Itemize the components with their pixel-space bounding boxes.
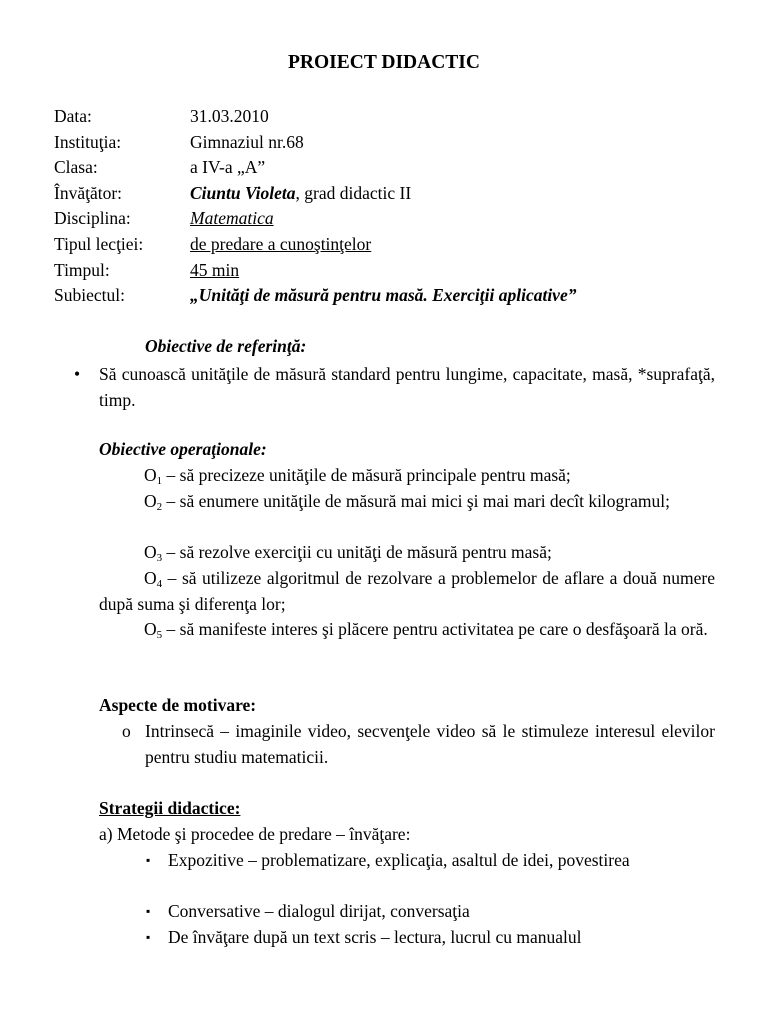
operational-objectives-heading: Obiective operaţionale:: [99, 439, 267, 459]
lesson-info-table: [54, 104, 576, 309]
objective-text: – să manifeste interes şi plăcere pentru activitatea pe care o desfăşoară la oră.: [162, 619, 708, 639]
info-value: Gimnaziul nr.68: [190, 131, 304, 152]
objective-text: – să rezolve exerciţii cu unităţi de măsură pentru masă;: [162, 542, 552, 562]
objective-letter: O: [144, 491, 157, 511]
objective-o3: [99, 540, 715, 566]
objective-o2: [99, 489, 715, 515]
objective-o1: [99, 463, 715, 489]
info-row-lesson-type: [54, 232, 576, 258]
info-label: Tipul lecţiei:: [54, 233, 144, 254]
objective-o4: [99, 566, 715, 617]
page-title: PROIECT DIDACTIC: [288, 52, 480, 73]
objective-number: 2: [156, 501, 163, 513]
info-label: Disciplina:: [54, 208, 131, 229]
info-value: de predare a cunoştinţelor: [190, 233, 372, 254]
info-row-discipline: [54, 206, 576, 232]
info-row-data: [54, 104, 576, 130]
reference-objectives-heading: Obiective de referinţă:: [145, 336, 307, 356]
info-value: Matematica: [190, 208, 274, 229]
teacher-grade: , grad didactic II: [295, 182, 412, 203]
info-row-teacher: [54, 181, 576, 207]
objective-text: – să utilizeze algoritmul de rezolvare a problemelor de aflare a două numere după suma şi diferenţa lor;: [99, 568, 715, 614]
info-label: Data:: [54, 106, 92, 126]
objective-letter: O: [144, 465, 157, 485]
info-label: Instituţia:: [54, 131, 122, 152]
bullet-icon: •: [74, 364, 81, 384]
info-label: Timpul:: [54, 259, 110, 280]
info-label: Clasa:: [54, 157, 98, 178]
objective-number: 4: [156, 578, 163, 590]
info-value: 31.03.2010: [190, 106, 269, 126]
strategy-item: Expozitive – problematizare, explicaţia, asaltul de idei, povestirea: [168, 850, 630, 870]
square-bullet-icon: ▪: [146, 853, 151, 867]
info-row-institution: [54, 130, 576, 156]
strategy-item: Conversative – dialogul dirijat, conversaţia: [168, 901, 470, 921]
objective-letter: O: [144, 619, 157, 639]
objective-letter: O: [144, 542, 157, 562]
objective-letter: O: [144, 568, 157, 588]
info-value: „Unităţi de măsură pentru masă. Exerciţii aplicative”: [190, 285, 577, 306]
info-row-time: [54, 258, 576, 284]
objective-text: – să precizeze unităţile de măsură principale pentru masă;: [162, 465, 571, 485]
teacher-name: Ciuntu Violeta: [190, 182, 296, 203]
square-bullet-icon: ▪: [146, 904, 151, 918]
strategies-subheading: a) Metode şi procedee de predare – învăţare:: [99, 824, 411, 844]
reference-objective-text: Să cunoască unităţile de măsură standard pentru lungime, capacitate, masă, *suprafaţă, timp.: [99, 364, 715, 410]
square-bullet-icon: ▪: [146, 930, 151, 944]
motivation-heading: Aspecte de motivare:: [99, 695, 257, 715]
motivation-text: Intrinsecă – imaginile video, secvenţele video să le stimuleze interesul elevilor pentru studiu matematicii.: [145, 721, 715, 767]
objective-number: 1: [156, 475, 163, 487]
objective-number: 5: [156, 629, 163, 641]
objective-text: – să enumere unităţile de măsură mai mici şi mai mari decît kilogramul;: [162, 491, 670, 511]
strategies-heading: Strategii didactice:: [99, 798, 241, 818]
objective-number: 3: [156, 552, 163, 564]
info-label: Învăţător:: [54, 182, 123, 203]
info-row-class: [54, 155, 576, 181]
circle-bullet-icon: o: [122, 721, 131, 741]
info-row-subject: [54, 283, 576, 309]
info-label: Subiectul:: [54, 285, 125, 306]
strategy-item: De învăţare după un text scris – lectura, lucrul cu manualul: [168, 927, 582, 947]
info-value: 45 min: [190, 259, 240, 280]
objective-o5: [99, 617, 715, 643]
info-value: a IV-a „A”: [190, 157, 266, 178]
